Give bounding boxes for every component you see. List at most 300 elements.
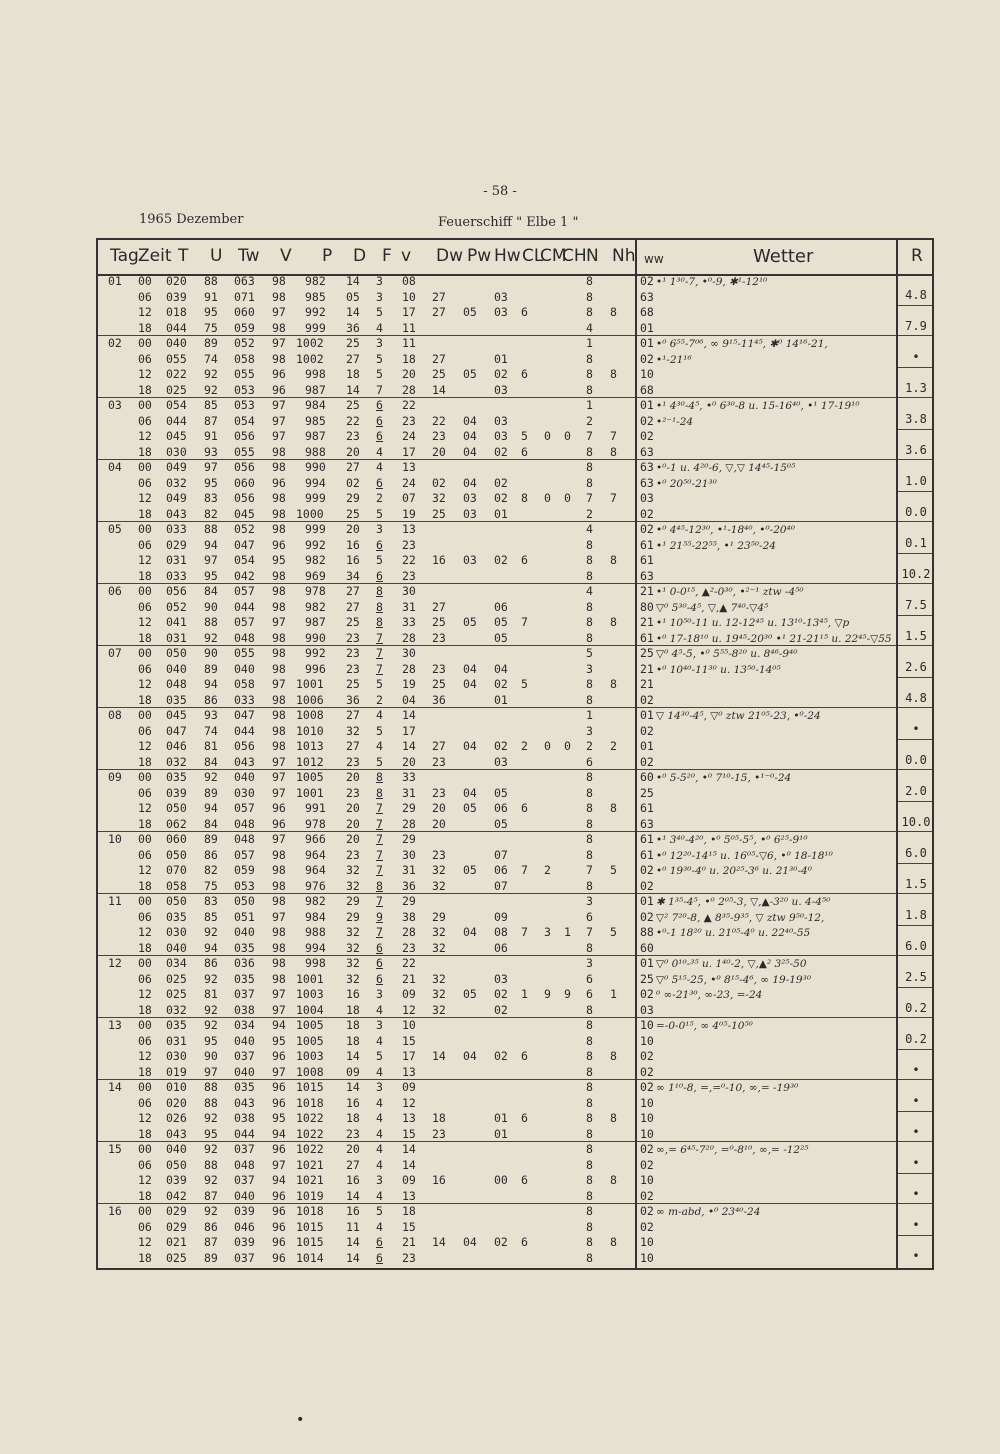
cell-d: 34 <box>346 568 360 583</box>
cell-v: 28 <box>402 382 416 397</box>
day-number: 05 <box>108 522 122 536</box>
cell-d: 14 <box>346 1080 360 1094</box>
cell-zeit: 18 <box>138 940 152 955</box>
cell-ww: 10 <box>640 1111 654 1125</box>
cell-pw: 04 <box>463 444 477 459</box>
cell-v: 23 <box>402 568 416 583</box>
cell-hw: 09 <box>494 909 508 924</box>
cell-v: 96 <box>272 475 286 490</box>
cell-nh: 7 <box>610 429 617 443</box>
cell-u: 82 <box>204 863 218 877</box>
cell-v: 97 <box>272 429 286 443</box>
cell-n: 8 <box>586 1173 593 1187</box>
cell-v: 17 <box>402 305 416 319</box>
cell-v: 97 <box>272 336 286 350</box>
cell-t: 030 <box>166 1049 187 1063</box>
cell-dw: 25 <box>432 506 446 521</box>
cell-tw: 053 <box>234 878 255 893</box>
cell-p: 1001 <box>296 785 324 800</box>
cell-d: 20 <box>346 444 360 459</box>
cell-ww: 02 <box>640 429 654 443</box>
cell-tw: 060 <box>234 305 255 319</box>
cell-tw: 058 <box>234 351 255 366</box>
cell-u: 95 <box>204 568 218 583</box>
cell-p: 982 <box>305 599 326 614</box>
cell-tw: 039 <box>234 1204 255 1218</box>
cell-p: 992 <box>305 537 326 552</box>
cell-zeit: 00 <box>138 522 152 536</box>
cell-v: 21 <box>402 1235 416 1249</box>
cell-f: 3 <box>376 522 383 536</box>
cell-v: 98 <box>272 568 286 583</box>
cell-cl: 6 <box>521 1173 528 1187</box>
cell-p: 1008 <box>296 1064 324 1079</box>
cell-t: 054 <box>166 398 187 412</box>
cell-t: 049 <box>166 460 187 474</box>
cell-f: 4 <box>376 1002 383 1017</box>
cell-v: 97 <box>272 785 286 800</box>
cell-dw: 36 <box>432 692 446 707</box>
cell-v: 24 <box>402 475 416 490</box>
cell-tw: 042 <box>234 568 255 583</box>
cell-t: 029 <box>166 537 187 552</box>
cell-t: 021 <box>166 1235 187 1249</box>
cell-f: 8 <box>376 584 383 598</box>
cell-ww: 61 <box>640 801 654 815</box>
observation-row <box>98 1065 932 1081</box>
cell-hw: 01 <box>494 1111 508 1125</box>
cell-f: 3 <box>376 987 383 1001</box>
precip-divider <box>896 739 932 740</box>
precip-divider <box>896 615 932 616</box>
cell-u: 88 <box>204 522 218 536</box>
cell-u: 94 <box>204 677 218 691</box>
cell-tw: 057 <box>234 847 255 862</box>
day-block <box>98 894 932 956</box>
cell-ww: 10 <box>640 1018 654 1032</box>
observation-row <box>98 1111 932 1127</box>
cell-v: 30 <box>402 584 416 598</box>
cell-d: 25 <box>346 506 360 521</box>
cell-u: 93 <box>204 444 218 459</box>
cell-f: 6 <box>376 429 383 443</box>
cell-u: 92 <box>204 925 218 939</box>
cell-nh: 1 <box>610 987 617 1001</box>
cell-hw: 02 <box>494 367 508 381</box>
cell-cm: 0 <box>544 491 551 505</box>
cell-d: 16 <box>346 553 360 567</box>
observation-row <box>98 724 932 740</box>
observation-row <box>98 786 932 802</box>
precip-second: 1.3 <box>905 381 927 395</box>
cell-u: 86 <box>204 692 218 707</box>
cell-cl: 6 <box>521 553 528 567</box>
cell-zeit: 12 <box>138 1049 152 1063</box>
cell-v: 97 <box>272 398 286 412</box>
cell-ww: 02 <box>640 723 654 738</box>
observation-row <box>98 1251 932 1267</box>
cell-f: 6 <box>376 537 383 552</box>
cell-f: 4 <box>376 460 383 474</box>
day-block <box>98 584 932 646</box>
observation-row <box>98 941 932 957</box>
cell-dw: 32 <box>432 491 446 505</box>
cell-n: 5 <box>586 646 593 660</box>
cell-n: 8 <box>586 1018 593 1032</box>
cell-v: 31 <box>402 863 416 877</box>
cell-v: 95 <box>272 553 286 567</box>
cell-dw: 32 <box>432 1002 446 1017</box>
cell-zeit: 18 <box>138 816 152 831</box>
col-header-zeit: Zeit <box>138 246 172 266</box>
cell-t: 032 <box>166 754 187 769</box>
cell-n: 2 <box>586 739 593 753</box>
cell-p: 992 <box>305 646 326 660</box>
cell-dw: 14 <box>432 1235 446 1249</box>
cell-t: 060 <box>166 832 187 846</box>
cell-t: 056 <box>166 584 187 598</box>
cell-t: 050 <box>166 847 187 862</box>
cell-d: 20 <box>346 832 360 846</box>
col-header-cm: CM <box>540 246 567 266</box>
cell-cl: 5 <box>521 429 528 443</box>
cell-d: 20 <box>346 522 360 536</box>
precip-second: 0.2 <box>905 1001 927 1015</box>
cell-ww: 21 <box>640 584 654 598</box>
cell-ww: 02 <box>640 692 654 707</box>
cell-zeit: 00 <box>138 770 152 784</box>
cell-v: 33 <box>402 615 416 629</box>
cell-tw: 037 <box>234 1049 255 1063</box>
cell-d: 32 <box>346 878 360 893</box>
cell-ww: 10 <box>640 1235 654 1249</box>
cell-n: 8 <box>586 1235 593 1249</box>
cell-t: 031 <box>166 1033 187 1048</box>
cell-ww: 63 <box>640 475 654 490</box>
precip-first: 0.2 <box>905 1032 927 1046</box>
cell-cl: 2 <box>521 739 528 753</box>
cell-n: 8 <box>586 1095 593 1110</box>
cell-v: 98 <box>272 723 286 738</box>
cell-v: 14 <box>402 1157 416 1172</box>
cell-nh: 8 <box>610 615 617 629</box>
cell-t: 025 <box>166 971 187 986</box>
cell-ww: 63 <box>640 444 654 459</box>
cell-p: 1000 <box>296 506 324 521</box>
observation-row <box>98 1173 932 1189</box>
cell-tw: 053 <box>234 382 255 397</box>
cell-p: 988 <box>305 925 326 939</box>
cell-f: 4 <box>376 708 383 722</box>
cell-zeit: 00 <box>138 1142 152 1156</box>
cell-tw: 038 <box>234 1002 255 1017</box>
cell-f: 7 <box>376 816 383 831</box>
cell-d: 32 <box>346 971 360 986</box>
cell-u: 95 <box>204 1126 218 1141</box>
cell-t: 039 <box>166 785 187 800</box>
cell-hw: 03 <box>494 289 508 304</box>
cell-zeit: 12 <box>138 367 152 381</box>
cell-u: 85 <box>204 398 218 412</box>
cell-cm: 9 <box>544 987 551 1001</box>
cell-pw: 04 <box>463 429 477 443</box>
cell-f: 3 <box>376 1173 383 1187</box>
cell-ww: 61 <box>640 832 654 846</box>
col-header-pw: Pw <box>467 246 492 266</box>
cell-cl: 6 <box>521 305 528 319</box>
cell-v: 98 <box>272 274 286 288</box>
cell-ww: 61 <box>640 553 654 567</box>
cell-v: 98 <box>272 925 286 939</box>
cell-ww: 02 <box>640 1157 654 1172</box>
cell-ww: 02 <box>640 1204 654 1218</box>
observation-row <box>98 367 932 383</box>
col-header-ww: ww <box>644 252 664 266</box>
cell-v: 97 <box>272 770 286 784</box>
cell-t: 033 <box>166 522 187 536</box>
cell-ww: 01 <box>640 894 654 908</box>
cell-t: 044 <box>166 413 187 428</box>
cell-p: 1015 <box>296 1080 324 1094</box>
cell-n: 4 <box>586 584 593 598</box>
day-number: 08 <box>108 708 122 722</box>
observation-row <box>98 1096 932 1112</box>
cell-d: 27 <box>346 351 360 366</box>
precip-second: 10.0 <box>901 815 931 829</box>
cell-ww: 21 <box>640 661 654 676</box>
cell-v: 29 <box>402 832 416 846</box>
weather-notes: •¹ 10⁵⁰-11 u. 12-12⁴⁵ u. 13¹⁰-13⁴⁵, ▽p <box>656 617 850 629</box>
cell-v: 98 <box>272 894 286 908</box>
cell-ww: 03 <box>640 1002 654 1017</box>
precip-first: 3.8 <box>905 412 927 426</box>
precip-second: 10.2 <box>901 567 931 581</box>
cell-hw: 02 <box>494 987 508 1001</box>
cell-t: 043 <box>166 506 187 521</box>
precip-second: 6.0 <box>905 939 927 953</box>
weather-notes: ✱ 1³⁵-4⁵, •⁰ 2⁰⁵-3, ▽,▲-3²⁰ u. 4-4⁵⁰ <box>656 896 831 908</box>
cell-tw: 033 <box>234 692 255 707</box>
cell-n: 8 <box>586 599 593 614</box>
cell-tw: 046 <box>234 1219 255 1234</box>
cell-d: 27 <box>346 584 360 598</box>
cell-u: 74 <box>204 351 218 366</box>
cell-d: 36 <box>346 692 360 707</box>
cell-v: 23 <box>402 940 416 955</box>
cell-nh: 8 <box>610 444 617 459</box>
cell-hw: 02 <box>494 677 508 691</box>
cell-t: 039 <box>166 289 187 304</box>
cell-zeit: 18 <box>138 568 152 583</box>
cell-t: 050 <box>166 646 187 660</box>
cell-f: 6 <box>376 413 383 428</box>
precip-divider <box>896 553 932 554</box>
cell-v: 97 <box>272 615 286 629</box>
observation-row <box>98 383 932 399</box>
weather-notes: •²⁻¹-24 <box>656 415 694 428</box>
cell-pw: 04 <box>463 925 477 939</box>
cell-p: 982 <box>305 553 326 567</box>
cell-f: 4 <box>376 1064 383 1079</box>
cell-v: 31 <box>402 599 416 614</box>
observation-row <box>98 507 932 523</box>
cell-v: 13 <box>402 522 416 536</box>
cell-tw: 052 <box>234 336 255 350</box>
cell-hw: 06 <box>494 801 508 815</box>
cell-v: 96 <box>272 537 286 552</box>
cell-v: 98 <box>272 878 286 893</box>
cell-f: 5 <box>376 1049 383 1063</box>
cell-dw: 23 <box>432 785 446 800</box>
cell-ch: 0 <box>564 491 571 505</box>
cell-u: 83 <box>204 491 218 505</box>
cell-cl: 6 <box>521 801 528 815</box>
cell-v: 96 <box>272 1080 286 1094</box>
cell-v: 96 <box>272 1219 286 1234</box>
cell-v: 96 <box>272 1095 286 1110</box>
cell-tw: 052 <box>234 522 255 536</box>
cell-t: 040 <box>166 1142 187 1156</box>
cell-d: 23 <box>346 847 360 862</box>
observation-row <box>98 321 932 337</box>
weather-notes: •⁰ 4⁴⁵-12³⁰, •¹-18⁴⁰, •⁰-20⁴⁰ <box>656 524 795 536</box>
cell-d: 25 <box>346 336 360 350</box>
cell-cm: 0 <box>544 429 551 443</box>
cell-zeit: 12 <box>138 491 152 505</box>
cell-p: 1002 <box>296 336 324 350</box>
cell-v: 13 <box>402 1188 416 1203</box>
cell-d: 22 <box>346 413 360 428</box>
cell-ch: 0 <box>564 739 571 753</box>
cell-ww: 63 <box>640 568 654 583</box>
cell-p: 984 <box>305 398 326 412</box>
cell-f: 7 <box>376 801 383 815</box>
precip-divider <box>896 305 932 306</box>
cell-tw: 057 <box>234 615 255 629</box>
cell-v: 28 <box>402 661 416 676</box>
cell-dw: 32 <box>432 863 446 877</box>
cell-t: 050 <box>166 894 187 908</box>
cell-f: 9 <box>376 909 383 924</box>
cell-t: 040 <box>166 336 187 350</box>
observation-row <box>98 677 932 693</box>
cell-zeit: 06 <box>138 1033 152 1048</box>
cell-f: 4 <box>376 1157 383 1172</box>
cell-tw: 059 <box>234 320 255 335</box>
cell-dw: 32 <box>432 987 446 1001</box>
cell-f: 7 <box>376 832 383 846</box>
cell-v: 94 <box>272 1126 286 1141</box>
cell-d: 11 <box>346 1219 360 1234</box>
cell-u: 90 <box>204 646 218 660</box>
precip-divider <box>896 925 932 926</box>
precip-divider <box>896 1173 932 1174</box>
cell-d: 14 <box>346 382 360 397</box>
weather-notes: •⁰ 19³⁰-4⁰ u. 20²⁵-3⁶ u. 21³⁰-4⁰ <box>656 865 812 877</box>
precip-first: 6.0 <box>905 846 927 860</box>
cell-v: 11 <box>402 320 416 335</box>
cell-d: 02 <box>346 475 360 490</box>
cell-pw: 05 <box>463 863 477 877</box>
cell-pw: 04 <box>463 739 477 753</box>
precip-first: 1.0 <box>905 474 927 488</box>
cell-n: 8 <box>586 553 593 567</box>
cell-zeit: 06 <box>138 351 152 366</box>
cell-ww: 10 <box>640 1095 654 1110</box>
cell-d: 23 <box>346 661 360 676</box>
cell-tw: 037 <box>234 1173 255 1187</box>
cell-tw: 057 <box>234 801 255 815</box>
cell-f: 7 <box>376 894 383 908</box>
cell-dw: 25 <box>432 615 446 629</box>
cell-tw: 034 <box>234 1018 255 1032</box>
cell-zeit: 06 <box>138 723 152 738</box>
cell-t: 048 <box>166 677 187 691</box>
divider-ww <box>635 240 637 1268</box>
cell-u: 94 <box>204 801 218 815</box>
cell-dw: 23 <box>432 1126 446 1141</box>
cell-v: 07 <box>402 491 416 505</box>
cell-v: 23 <box>402 413 416 428</box>
cell-n: 8 <box>586 351 593 366</box>
cell-nh: 2 <box>610 739 617 753</box>
cell-v: 28 <box>402 630 416 645</box>
cell-ww: 02 <box>640 1049 654 1063</box>
cell-ww: 63 <box>640 460 654 474</box>
cell-v: 98 <box>272 522 286 536</box>
col-header-cl: CL <box>522 246 544 266</box>
cell-u: 93 <box>204 708 218 722</box>
cell-p: 1021 <box>296 1173 324 1187</box>
cell-d: 32 <box>346 940 360 955</box>
cell-v: 30 <box>402 847 416 862</box>
cell-n: 8 <box>586 1080 593 1094</box>
col-header-r: R <box>911 246 923 266</box>
cell-f: 8 <box>376 785 383 800</box>
precip-first: • <box>912 350 920 364</box>
cell-zeit: 06 <box>138 413 152 428</box>
cell-zeit: 12 <box>138 1173 152 1187</box>
cell-tw: 043 <box>234 754 255 769</box>
cell-v: 97 <box>272 1157 286 1172</box>
cell-cm: 3 <box>544 925 551 939</box>
cell-nh: 5 <box>610 863 617 877</box>
cell-v: 96 <box>272 1188 286 1203</box>
cell-tw: 040 <box>234 770 255 784</box>
day-block <box>98 646 932 708</box>
cell-p: 1001 <box>296 971 324 986</box>
cell-t: 055 <box>166 351 187 366</box>
cell-u: 97 <box>204 460 218 474</box>
cell-hw: 05 <box>494 630 508 645</box>
cell-t: 045 <box>166 708 187 722</box>
cell-n: 6 <box>586 754 593 769</box>
cell-f: 3 <box>376 336 383 350</box>
precip-second: 4.8 <box>905 691 927 705</box>
page-number: - 58 - <box>483 184 517 199</box>
precip-first: • <box>912 1094 920 1108</box>
cell-n: 8 <box>586 1126 593 1141</box>
cell-pw: 05 <box>463 615 477 629</box>
cell-n: 8 <box>586 677 593 691</box>
observation-row <box>98 1235 932 1251</box>
cell-v: 23 <box>402 1250 416 1265</box>
cell-d: 27 <box>346 708 360 722</box>
cell-v: 09 <box>402 1173 416 1187</box>
cell-p: 1014 <box>296 1250 324 1265</box>
cell-hw: 05 <box>494 816 508 831</box>
cell-v: 97 <box>272 305 286 319</box>
